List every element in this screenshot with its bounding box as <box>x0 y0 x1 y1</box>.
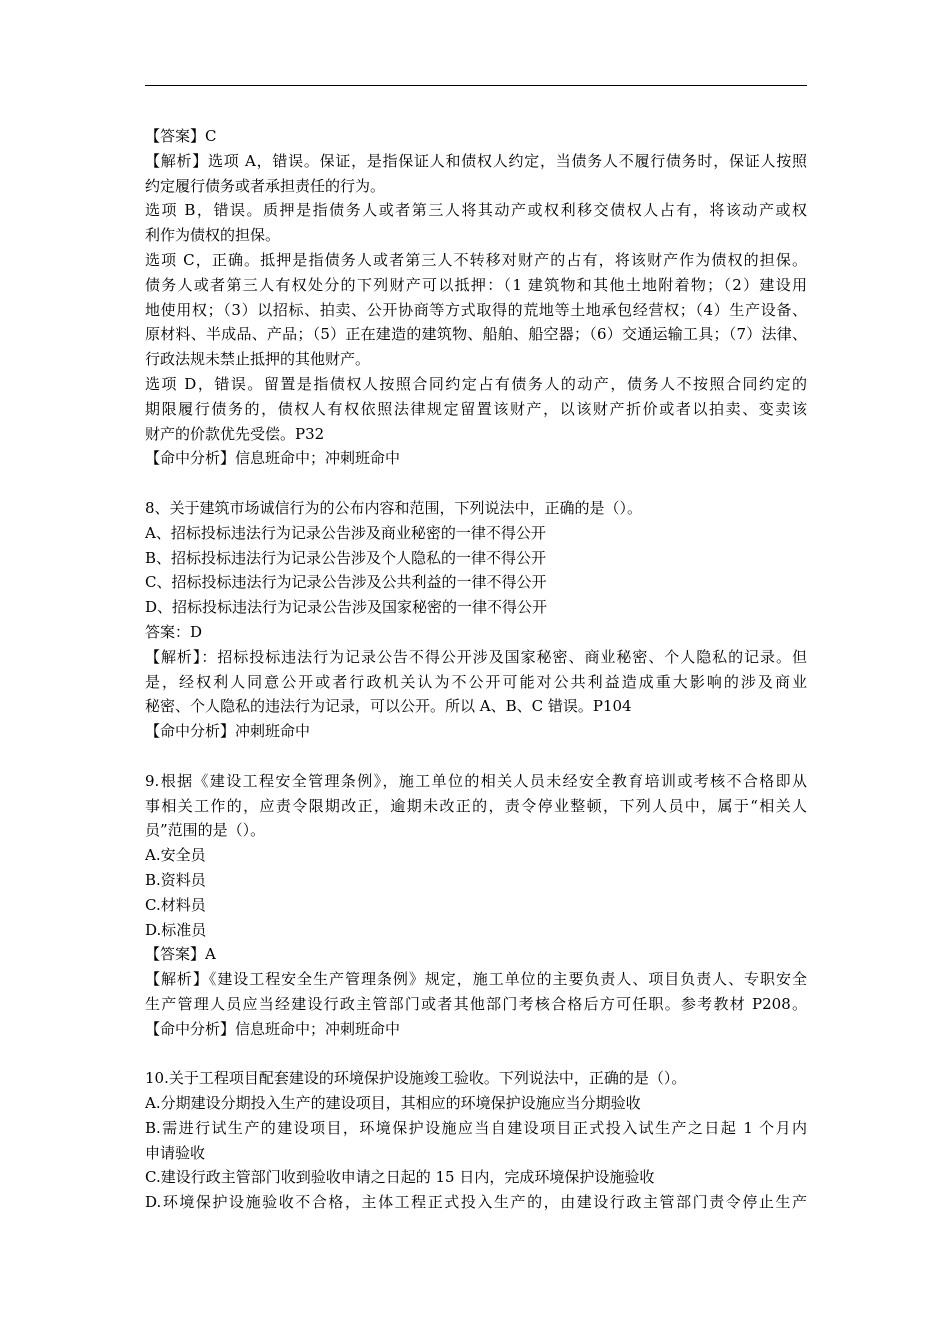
text-line: C.材料员 <box>145 895 206 914</box>
text-line: 地使用权；（3）以招标、拍卖、公开协商等方式取得的荒地等土地承包经营权；（4）生产设备、 <box>145 300 807 319</box>
paragraph-gap <box>145 1041 807 1066</box>
text-line: 9.根据《建设工程安全管理条例》，施工单位的相关人员未经安全教育培训或考核不合格即从 <box>145 771 807 790</box>
text-line: 选项 C，正确。抵押是指债务人或者第三人不转移对财产的占有，将该财产作为债权的担保。 <box>145 250 807 269</box>
text-line: 约定履行债务或者承担责任的行为。 <box>145 176 386 195</box>
text-line: B.需进行试生产的建设项目，环境保护设施应当自建设项目正式投入试生产之日起 1 个月内 <box>145 1118 807 1137</box>
text-line: C.建设行政主管部门收到验收申请之日起的 15 日内，完成环境保护设施验收 <box>145 1168 655 1187</box>
text-line: D.标准员 <box>145 920 207 939</box>
text-line: A、招标投标违法行为记录公告涉及商业秘密的一律不得公开 <box>145 523 546 542</box>
text-line: 8、关于建筑市场诚信行为的公布内容和范围，下列说法中，正确的是（）。 <box>145 498 643 517</box>
question-block <box>145 769 807 1042</box>
text-line: 事相关工作的，应责令限期改正，逾期未改正的，责令停业整顿，下列人员中，属于“相关人 <box>145 796 807 815</box>
text-line: 【命中分析】信息班命中；冲刺班命中 <box>145 449 401 468</box>
text-line: B.资料员 <box>145 870 206 889</box>
question-block <box>145 124 807 471</box>
text-line: 选项 B，错误。质押是指债务人或者第三人将其动产或权利移交债权人占有，将该动产或权 <box>145 201 807 220</box>
text-line: 员”范围的是（）。 <box>145 821 266 840</box>
question-block <box>145 1066 807 1215</box>
text-line: 是，经权利人同意公开或者行政机关认为不公开可能对公共利益造成重大影响的涉及商业 <box>145 672 807 691</box>
text-line: 【解析】《建设工程安全生产管理条例》规定，施工单位的主要负责人、项目负责人、专职安全 <box>145 970 807 989</box>
text-line: A.分期建设分期投入生产的建设项目，其相应的环境保护设施应当分期验收 <box>145 1094 641 1113</box>
text-line: 生产管理人员应当经建设行政主管部门或者其他部门考核合格后方可任职。参考教材 P208。 <box>145 994 807 1013</box>
text-line: 期限履行债务的，债权人有权依照法律规定留置该财产，以该财产折价或者以拍卖、变卖该 <box>145 399 807 418</box>
text-line: 10.关于工程项目配套建设的环境保护设施竣工验收。下列说法中，正确的是（）。 <box>145 1069 687 1088</box>
text-line: 申请验收 <box>145 1143 206 1162</box>
header-rule <box>145 85 807 86</box>
text-line: 财产的价款优先受偿。P32 <box>145 424 325 443</box>
text-line: 【答案】A <box>145 945 216 964</box>
text-line: D、招标投标违法行为记录公告涉及国家秘密的一律不得公开 <box>145 598 548 617</box>
text-line: 【解析】：招标投标违法行为记录公告不得公开涉及国家秘密、商业秘密、个人隐私的记录。但 <box>145 647 807 666</box>
text-line: 原材料、半成品、产品；（5）正在建造的建筑物、船舶、船空器；（6）交通运输工具；（7）法律、 <box>145 325 807 344</box>
question-block <box>145 496 807 744</box>
text-line: 答案：D <box>145 622 203 641</box>
text-line: 【命中分析】冲刺班命中 <box>145 722 311 741</box>
document-body <box>145 124 807 1215</box>
text-line: 利作为债权的担保。 <box>145 226 281 245</box>
text-line: 秘密、个人隐私的违法行为记录，可以公开。所以 A、B、C 错误。P104 <box>145 697 632 716</box>
text-line: 债务人或者第三人有权处分的下列财产可以抵押：（1 建筑物和其他土地附着物；（2）建设用 <box>145 275 807 294</box>
text-line: A.安全员 <box>145 846 206 865</box>
text-line: D.环境保护设施验收不合格，主体工程正式投入生产的，由建设行政主管部门责令停止生产 <box>145 1193 807 1212</box>
text-line: 【答案】C <box>145 127 217 145</box>
paragraph-gap <box>145 744 807 769</box>
text-line: B、招标投标违法行为记录公告涉及个人隐私的一律不得公开 <box>145 548 547 567</box>
text-line: 【解析】选项 A，错误。保证，是指保证人和债权人约定，当债务人不履行债务时，保证人按照 <box>145 151 807 170</box>
text-line: 选项 D，错误。留置是指债权人按照合同约定占有债务人的动产，债务人不按照合同约定的 <box>145 374 807 393</box>
text-line: C、招标投标违法行为记录公告涉及公共利益的一律不得公开 <box>145 573 547 592</box>
text-line: 【命中分析】信息班命中；冲刺班命中 <box>145 1019 401 1038</box>
paragraph-gap <box>145 471 807 496</box>
text-line: 行政法规未禁止抵押的其他财产。 <box>145 350 371 369</box>
